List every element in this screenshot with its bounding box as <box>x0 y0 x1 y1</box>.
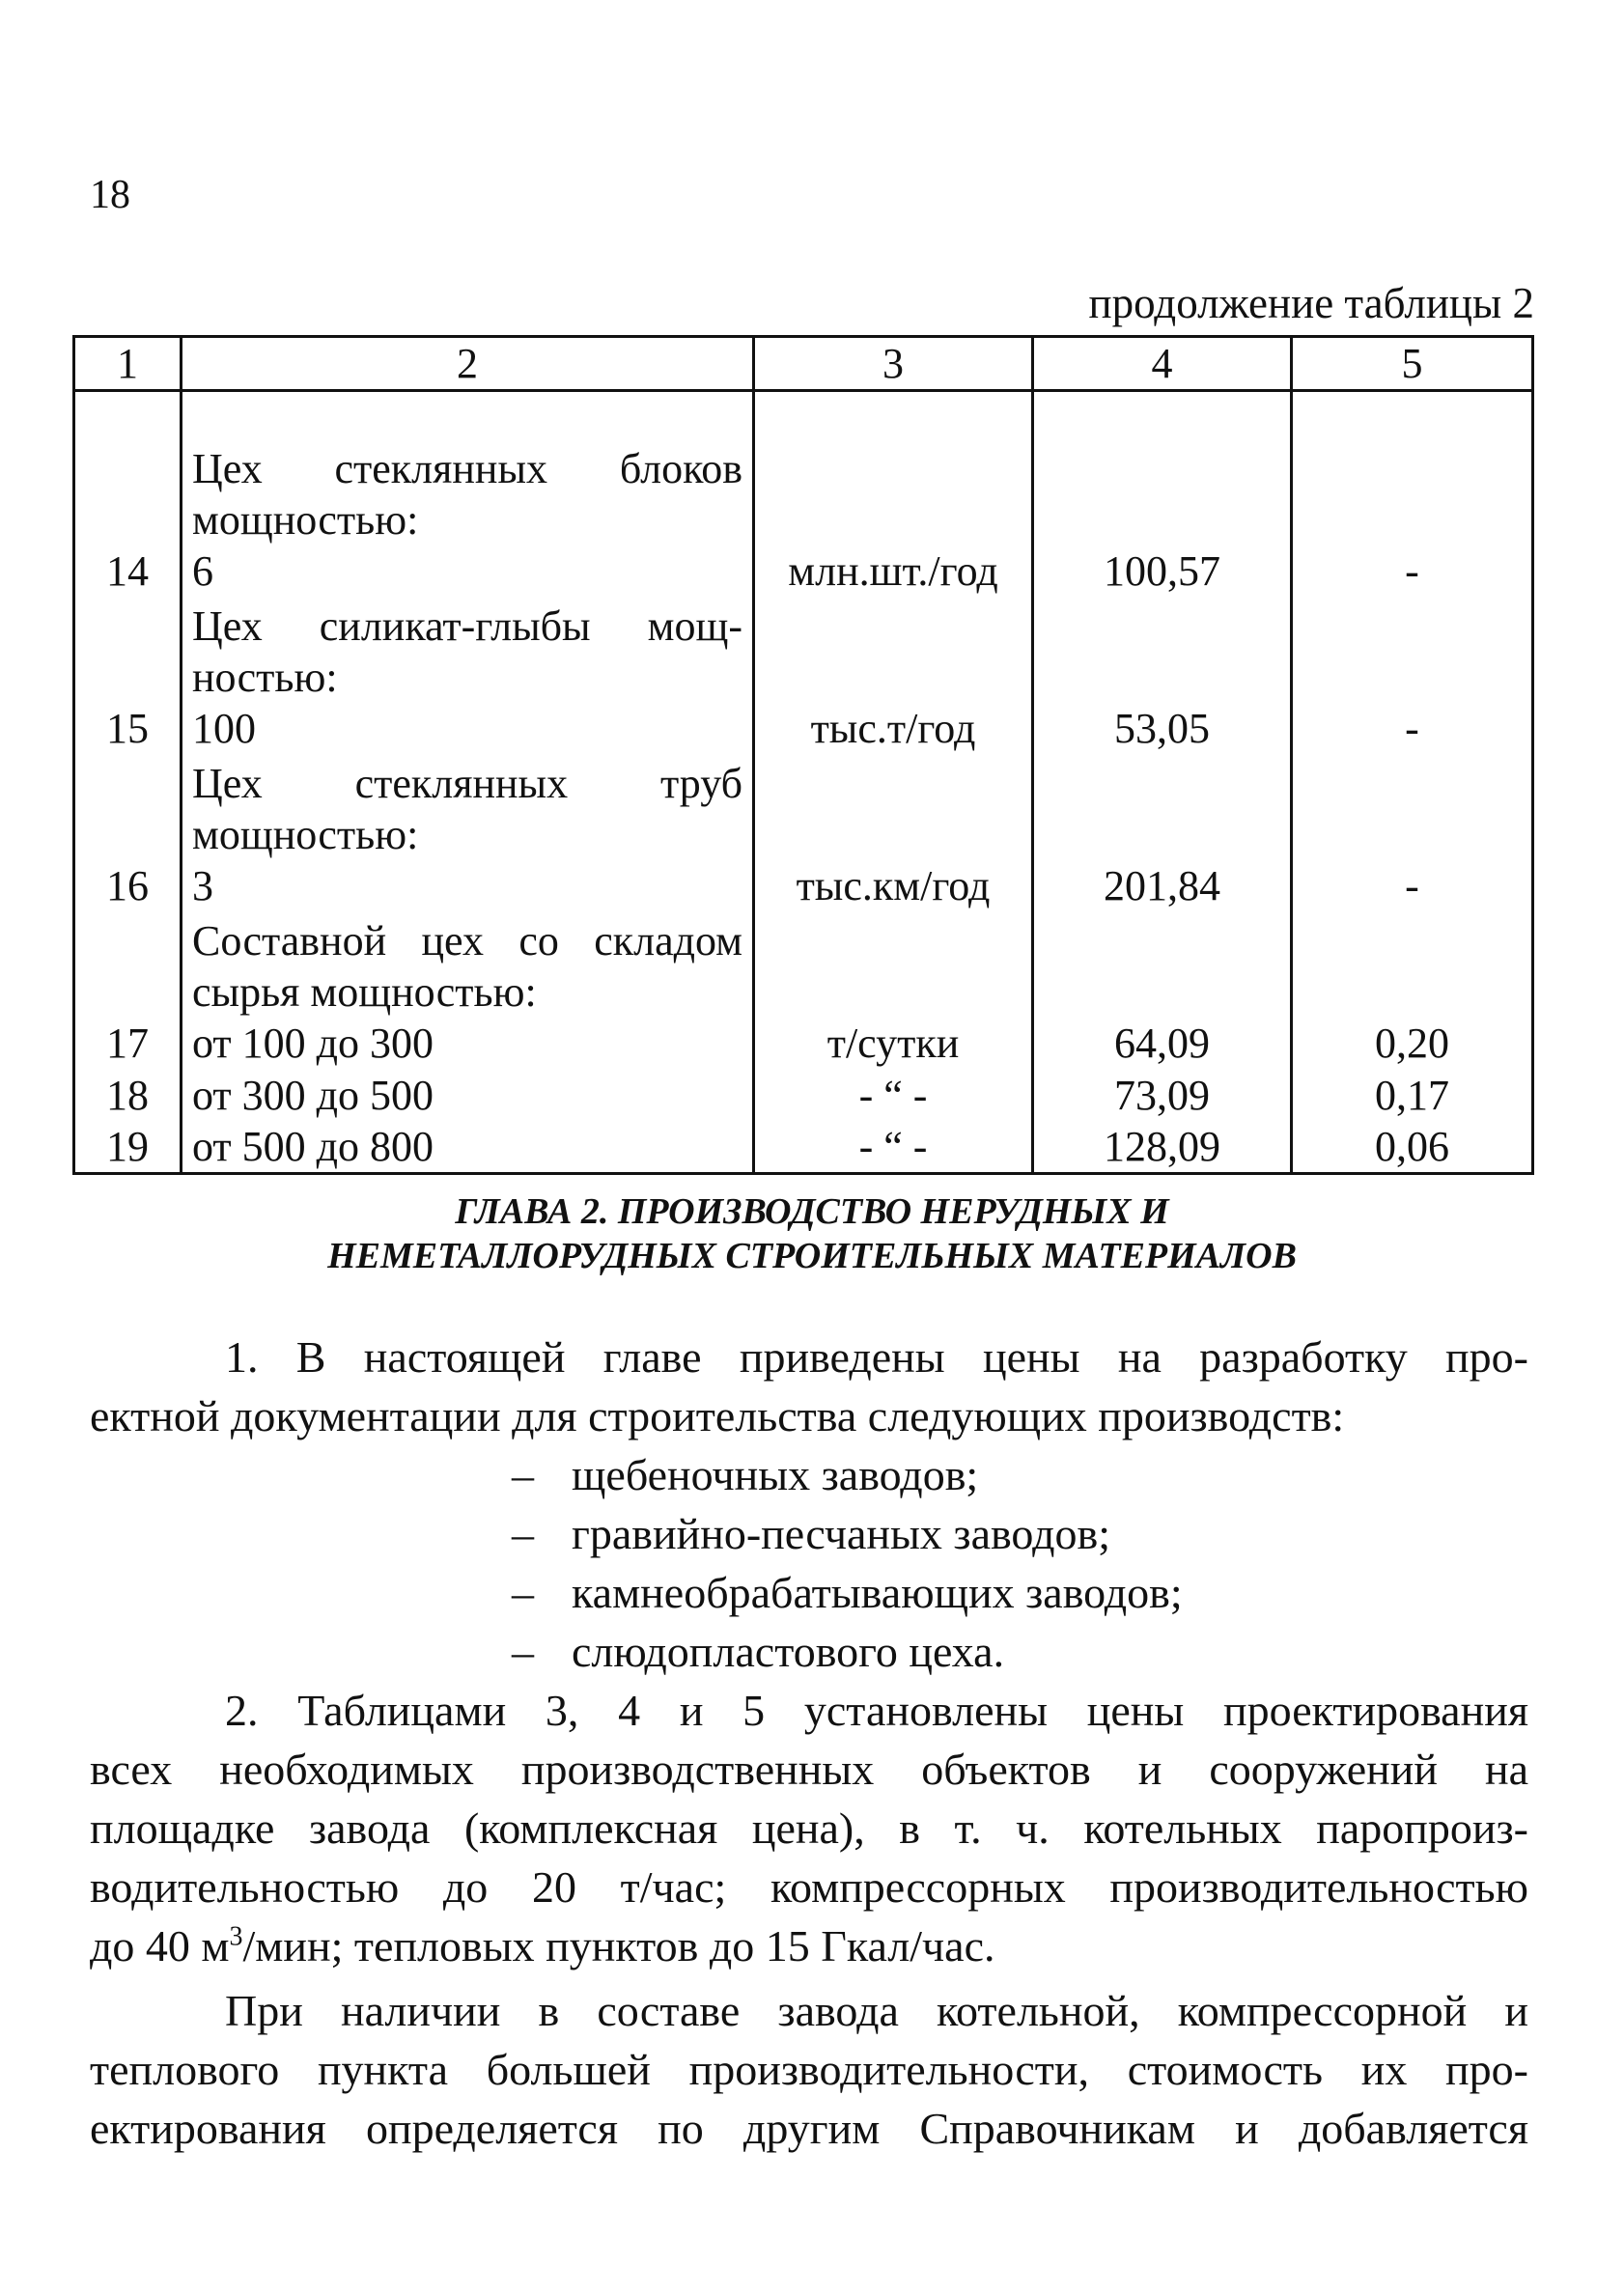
text-fragment: 1. В настоящей главе приведены цены на разработку про- <box>225 1332 1528 1382</box>
row-number: 19 <box>74 1121 182 1174</box>
body-text <box>90 1328 1528 2158</box>
row-unit: тыс.т/год <box>754 597 1033 754</box>
desc-line: 100 <box>192 704 256 752</box>
table-row <box>74 1121 1533 1174</box>
list-item-text: слюдопластового цеха. <box>572 1627 1005 1676</box>
desc-line: 6 <box>192 546 213 595</box>
row-unit: тыс.км/год <box>754 754 1033 911</box>
list-item <box>90 1504 1528 1563</box>
row-price: 201,84 <box>1033 754 1292 911</box>
desc-line: ностью: <box>192 653 338 701</box>
dash-marker: – <box>512 1568 534 1617</box>
list-item <box>90 1622 1528 1681</box>
col-header-5: 5 <box>1292 337 1533 391</box>
row-coefficient: - <box>1292 391 1533 597</box>
desc-line: Составной цех со складом <box>192 916 742 964</box>
row-description <box>182 754 754 911</box>
table-row <box>74 911 1533 1069</box>
text-line: водительностью до 20 т/час; компрессорных производительностью <box>90 1862 1528 1912</box>
list-item-text: гравийно-песчаных заводов; <box>572 1509 1110 1558</box>
text-fragment: /мин; тепловых пунктов до 15 Гкал/час. <box>242 1921 995 1971</box>
row-description <box>182 597 754 754</box>
col-header-3: 3 <box>754 337 1033 391</box>
row-coefficient: - <box>1292 754 1533 911</box>
desc-line: мощностью: <box>192 495 419 544</box>
row-unit: - “ - <box>754 1121 1033 1174</box>
desc-line: сырья мощностью: <box>192 967 537 1016</box>
paragraph-2 <box>90 1681 1528 1975</box>
text-fragment: до 40 м <box>90 1921 230 1971</box>
chapter-title-line: НЕМЕТАЛЛОРУДНЫХ СТРОИТЕЛЬНЫХ МАТЕРИАЛОВ <box>327 1236 1297 1276</box>
table-row <box>74 1069 1533 1121</box>
row-unit: - “ - <box>754 1069 1033 1121</box>
text-line: всех необходимых производственных объектов и сооружений на <box>90 1745 1528 1794</box>
dash-marker: – <box>512 1627 534 1676</box>
dash-marker: – <box>512 1509 534 1558</box>
text-line <box>90 1916 1528 1975</box>
text-fragment: 2. Таблицами 3, 4 и 5 установлены цены проектирования <box>225 1686 1528 1735</box>
row-description <box>182 911 754 1069</box>
paragraph-1 <box>90 1328 1528 1445</box>
row-coefficient: 0,20 <box>1292 911 1533 1069</box>
table-header-row <box>74 337 1533 391</box>
desc-line: Цех стеклянных блоков <box>192 444 742 492</box>
table-row <box>74 391 1533 597</box>
desc-line: от 100 до 300 <box>192 1019 434 1067</box>
desc-line: от 500 до 800 <box>192 1122 434 1170</box>
list-item <box>90 1563 1528 1622</box>
desc-line: от 300 до 500 <box>192 1071 434 1119</box>
desc-line: Цех стеклянных труб <box>192 759 742 807</box>
list-item <box>90 1445 1528 1504</box>
paragraph-3 <box>90 1981 1528 2158</box>
row-coefficient: 0,06 <box>1292 1121 1533 1174</box>
dash-marker: – <box>512 1450 534 1499</box>
row-unit: т/сутки <box>754 911 1033 1069</box>
desc-line: Цех силикат-глыбы мощ- <box>192 601 742 650</box>
row-unit: млн.шт./год <box>754 391 1033 597</box>
price-table <box>72 335 1534 1175</box>
desc-line: мощностью: <box>192 810 419 858</box>
row-coefficient: - <box>1292 597 1533 754</box>
table-row <box>74 597 1533 754</box>
chapter-title-line: ГЛАВА 2. ПРОИЗВОДСТВО НЕРУДНЫХ И <box>455 1191 1169 1232</box>
row-number: 16 <box>74 754 182 911</box>
text-line: площадке завода (комплексная цена), в т. ч. котельных паропроиз- <box>90 1803 1528 1853</box>
list-item-text: щебеночных заводов; <box>572 1450 979 1499</box>
row-price: 73,09 <box>1033 1069 1292 1121</box>
col-header-4: 4 <box>1033 337 1292 391</box>
desc-line: 3 <box>192 861 213 909</box>
row-number: 18 <box>74 1069 182 1121</box>
row-number: 14 <box>74 391 182 597</box>
row-price: 128,09 <box>1033 1121 1292 1174</box>
row-price: 53,05 <box>1033 597 1292 754</box>
text-line <box>90 1328 1528 1386</box>
row-description <box>182 1121 754 1174</box>
text-line: теплового пункта большей производительности, стоимость их про- <box>90 2045 1528 2094</box>
table-caption: продолжение таблицы 2 <box>1088 279 1534 327</box>
row-price: 64,09 <box>1033 911 1292 1069</box>
chapter-title <box>0 1189 1624 1278</box>
text-line: ектирования определяется по другим Справочникам и добавляется <box>90 2104 1528 2153</box>
col-header-2: 2 <box>182 337 754 391</box>
row-description <box>182 1069 754 1121</box>
page-number: 18 <box>90 173 130 217</box>
col-header-1: 1 <box>74 337 182 391</box>
table-row <box>74 754 1533 911</box>
row-price: 100,57 <box>1033 391 1292 597</box>
row-number: 17 <box>74 911 182 1069</box>
row-description <box>182 391 754 597</box>
production-list <box>90 1445 1528 1681</box>
list-item-text: камнеобрабатывающих заводов; <box>572 1568 1183 1617</box>
text-fragment: При наличии в составе завода котельной, компрессорной и <box>225 1986 1528 2035</box>
row-coefficient: 0,17 <box>1292 1069 1533 1121</box>
row-number: 15 <box>74 597 182 754</box>
text-line: ектной документации для строительства следующих производств: <box>90 1391 1345 1440</box>
text-line <box>90 1681 1528 1740</box>
text-line <box>90 1981 1528 2040</box>
superscript: 3 <box>229 1921 243 1952</box>
